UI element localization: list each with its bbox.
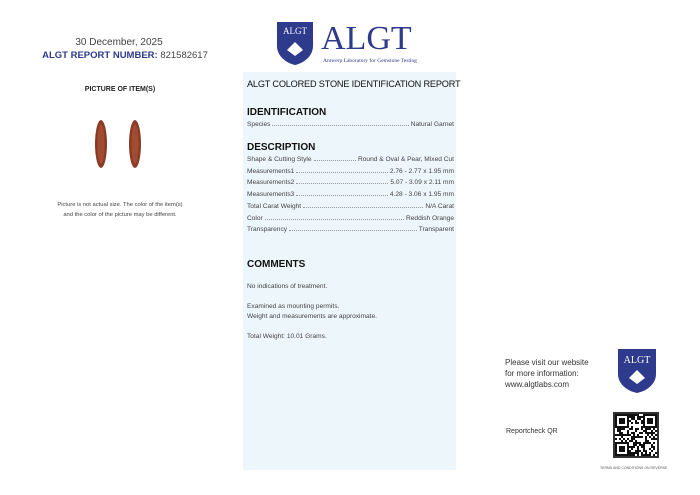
picture-title: PICTURE OF ITEM(S) [84, 86, 156, 93]
comment: No indications of treatment. [247, 283, 328, 290]
comment: Total Weight: 10.01 Grams. [247, 333, 327, 340]
field-row [247, 179, 454, 186]
identification-heading: IDENTIFICATION [247, 107, 327, 118]
field-label: Transparency [247, 226, 288, 234]
comment: Weight and measurements are approximate. [247, 313, 377, 320]
logo-text: ALGT [321, 20, 412, 57]
qr-code[interactable] [613, 412, 659, 458]
field-value: Round & Oval & Pear, Mixed Cut [357, 156, 454, 163]
field-label: Color [247, 214, 263, 222]
web-line: Please visit our website [505, 358, 589, 367]
report-number-label: ALGT REPORT NUMBER: [42, 50, 158, 61]
item-picture [62, 102, 180, 182]
field-row [247, 156, 454, 163]
field-value: 5.07 - 3.09 x 2.11 mm [390, 179, 454, 187]
field-row [247, 191, 454, 198]
field-label: Measurements1 [247, 167, 295, 175]
report-number-value: 821582617 [160, 50, 208, 61]
report-title: ALGT COLORED STONE IDENTIFICATION REPORT [247, 79, 461, 89]
algt-logo [275, 20, 435, 68]
field-row [247, 215, 454, 222]
report-panel [243, 72, 456, 470]
logo-tagline: Antwerp Laboratory for Gemstone Testing [323, 58, 417, 64]
description-heading: DESCRIPTION [247, 142, 316, 153]
field-value: Transparent [418, 226, 454, 234]
note-line: Picture is not actual size. The color of the item(s) [57, 202, 183, 208]
field-value: Natural Garnet [410, 121, 454, 128]
field-value: 4.28 - 3.06 x 1.95 mm [389, 191, 454, 199]
field-label: Total Carat Weight [247, 202, 302, 210]
report-number [0, 50, 250, 61]
report-date: 30 December, 2025 [75, 37, 163, 48]
field-row [247, 168, 454, 175]
shield-logo-icon [275, 20, 315, 66]
qr-label: Reportcheck QR [506, 428, 558, 435]
comments-heading: COMMENTS [247, 259, 306, 270]
comment: Examined as mounting permits. [247, 303, 340, 310]
field-label: Species [247, 121, 271, 128]
picture-note [20, 200, 220, 220]
note-line: and the color of the picture may be different. [63, 212, 177, 218]
website-link[interactable]: www.algtlabs.com [505, 380, 570, 389]
terms-note: TERMS AND CONDITIONS ON REVERSE [600, 466, 668, 470]
field-label: Measurements2 [247, 179, 295, 187]
field-label: Shape & Cutting Style [247, 156, 312, 163]
website-info [505, 357, 589, 390]
field-value: 2.76 - 2.77 x 1.95 mm [389, 167, 454, 175]
svg-text:ALGT: ALGT [283, 26, 307, 36]
shield-logo-icon [617, 348, 657, 394]
svg-text:ALGT: ALGT [623, 355, 651, 366]
field-label: Measurements3 [247, 191, 295, 199]
field-value: N/A Carat [425, 202, 454, 210]
field-row [247, 226, 454, 233]
web-line: for more information: [505, 369, 579, 378]
field-row [247, 121, 454, 128]
field-value: Reddish Orange [405, 214, 454, 222]
field-row [247, 203, 454, 210]
